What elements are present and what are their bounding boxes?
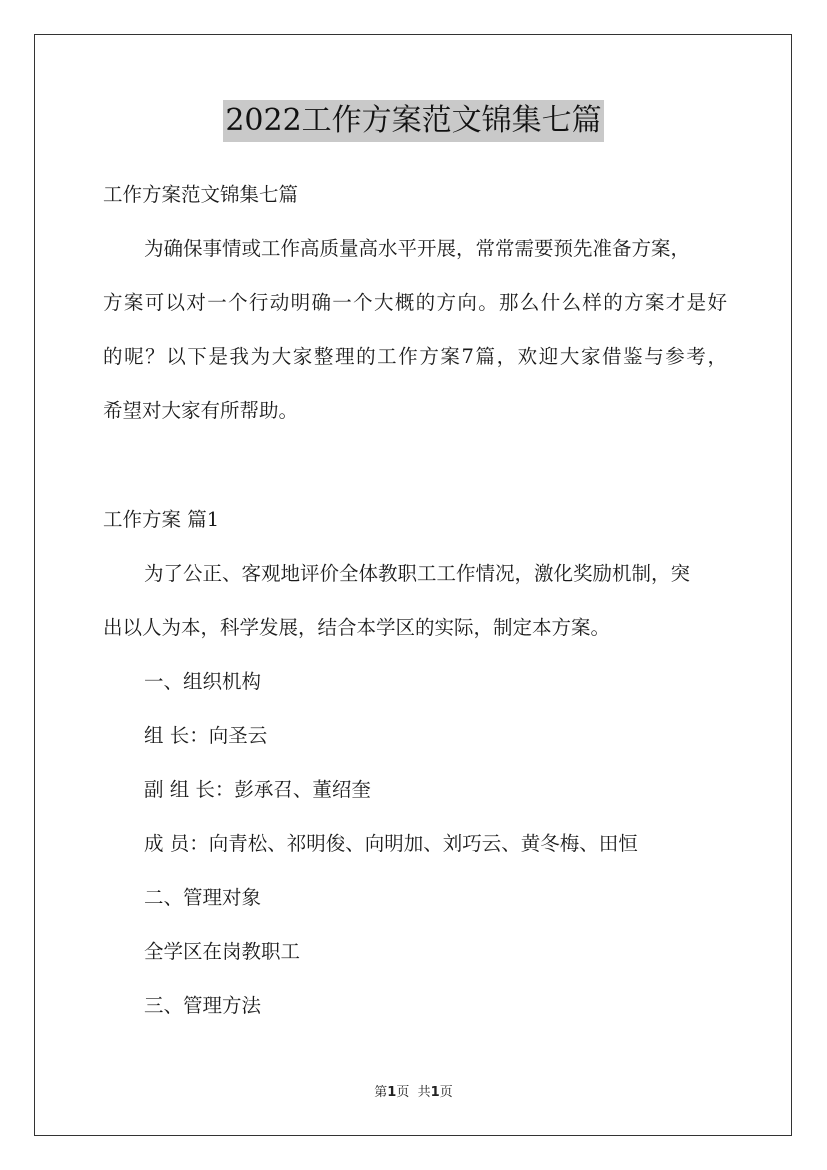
footer-page-unit: 页 xyxy=(396,1085,410,1100)
document-subtitle: 工作方案范文锦集七篇 xyxy=(103,183,299,206)
section-item-4: 成 员：向青松、祁明俊、向明加、刘巧云、黄冬梅、田恒 xyxy=(144,832,638,855)
section-item-3: 副 组 长：彭承召、董绍奎 xyxy=(144,778,371,801)
intro-line-2: 方案可以对一个行动明确一个大概的方向。那么什么样的方案才是好 xyxy=(103,291,727,314)
section-item-2: 组 长：向圣云 xyxy=(144,724,268,747)
footer-page-number: 1 xyxy=(387,1085,397,1100)
intro-line-4: 希望对大家有所帮助。 xyxy=(103,399,299,422)
footer-total-unit: 页 xyxy=(439,1085,453,1100)
footer-total-prefix: 共 xyxy=(417,1085,431,1100)
page-footer xyxy=(0,1084,827,1102)
section-item-6: 全学区在岗教职工 xyxy=(144,940,301,963)
intro-line-3: 的呢？以下是我为大家整理的工作方案7篇，欢迎大家借鉴与参考， xyxy=(103,345,727,368)
section-item-1: 一、组织机构 xyxy=(144,670,262,693)
document-title: 2022工作方案范文锦集七篇 xyxy=(223,100,603,142)
section-item-5: 二、管理对象 xyxy=(144,886,262,909)
title-container xyxy=(0,100,827,142)
section-item-7: 三、管理方法 xyxy=(144,994,262,1017)
footer-total-number: 1 xyxy=(430,1085,440,1100)
section-heading: 工作方案 篇1 xyxy=(103,508,220,531)
intro-line-1: 为确保事情或工作高质量高水平开展，常常需要预先准备方案， xyxy=(144,237,691,260)
section-para-line-2: 出以人为本，科学发展，结合本学区的实际，制定本方案。 xyxy=(103,616,611,639)
section-para-line-1: 为了公正、客观地评价全体教职工工作情况，激化奖励机制，突 xyxy=(144,562,691,585)
footer-prefix: 第 xyxy=(374,1085,388,1100)
